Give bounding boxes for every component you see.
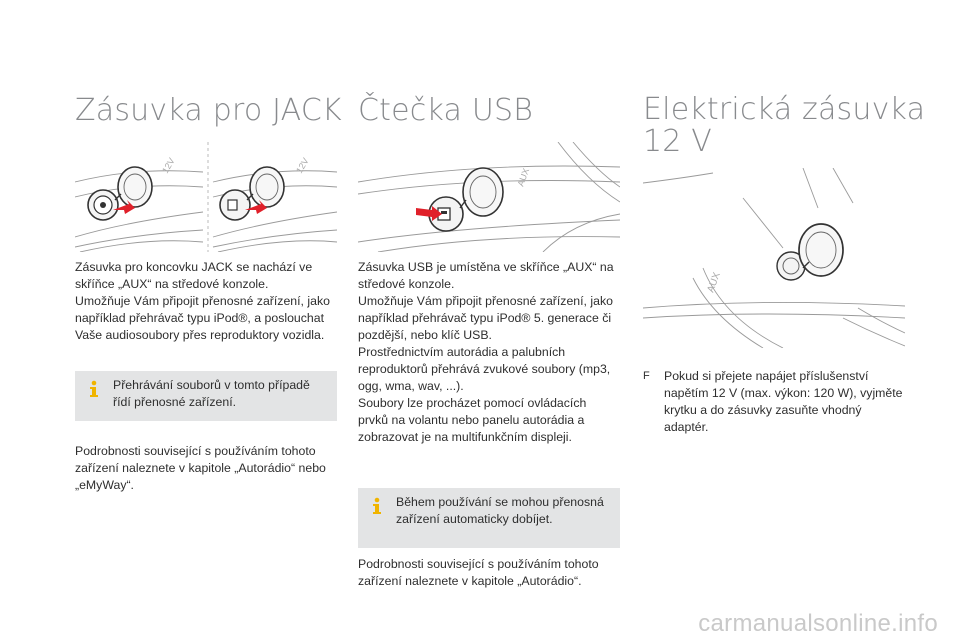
text-line: Umožňuje Vám připojit přenosné zařízení, jako: [75, 294, 330, 308]
text-line: zobrazovat je na multifunkčním displeji.: [358, 430, 572, 444]
illustration-usb: [358, 142, 620, 252]
title-socket: [643, 94, 925, 158]
text-line: krytku a do zásuvky zasuňte vhodný: [664, 403, 862, 417]
note-line: Během používání se mohou přenosná: [396, 495, 604, 509]
text-line: Prostřednictvím autorádia a palubních: [358, 345, 566, 359]
text-line: prvků na volantu nebo panelu autorádia a: [358, 413, 585, 427]
text-line: například přehrávač typu iPod®, a poslouchat: [75, 311, 324, 325]
jack-paragraph-1: [75, 259, 337, 344]
text-line: zařízení naleznete v kapitole „Autorádio“.: [358, 574, 582, 588]
label-aux-socket: AUX: [705, 270, 723, 295]
label-12v-jack-right: 12V: [294, 156, 311, 175]
usb-paragraph-1: [358, 259, 620, 446]
bullet-icon: F: [643, 370, 650, 382]
text-line: ogg, wma, wav, ...).: [358, 379, 464, 393]
title-socket-line: 12 V: [643, 124, 713, 159]
watermark: carmanualsonline.info: [698, 610, 938, 637]
text-line: Podrobnosti související s používáním tohoto: [358, 557, 599, 571]
text-line: reproduktorů přehrává zvukové soubory (mp3,: [358, 362, 611, 376]
note-line: řídí přenosné zařízení.: [113, 395, 237, 409]
illustration-socket: [643, 168, 905, 348]
text-line: Vaše audiosoubory přes reproduktory vozidla.: [75, 328, 325, 342]
text-line: Zásuvka pro koncovku JACK se nachází ve: [75, 260, 313, 274]
label-aux-usb: AUX: [515, 166, 532, 188]
jack-note: [75, 371, 337, 421]
text-line: Pokud si přejete napájet příslušenství: [664, 369, 869, 383]
label-12v-jack-left: 12V: [160, 156, 177, 175]
text-line: Umožňuje Vám připojit přenosné zařízení, jako: [358, 294, 613, 308]
note-line: zařízení automaticky dobíjet.: [396, 512, 553, 526]
title-socket-line: Elektrická zásuvka: [643, 92, 926, 127]
usb-paragraph-2: [358, 556, 620, 590]
text-line: zařízení naleznete v kapitole „Autorádio“ nebo: [75, 461, 326, 475]
title-usb: Čtečka USB: [358, 93, 534, 128]
title-jack: Zásuvka pro JACK: [75, 93, 342, 128]
text-line: Soubory lze procházet pomocí ovládacích: [358, 396, 587, 410]
text-line: skříňce „AUX“ na středové konzole.: [75, 277, 269, 291]
text-line: napětím 12 V (max. výkon: 120 W), vyjměte: [664, 386, 903, 400]
socket-bullet: [643, 368, 905, 436]
text-line: středové konzole.: [358, 277, 455, 291]
text-line: Zásuvka USB je umístěna ve skříňce „AUX“ na: [358, 260, 614, 274]
text-line: pozdější, nebo klíč USB.: [358, 328, 492, 342]
info-icon: [86, 380, 102, 398]
text-line: například přehrávač typu iPod® 5. generace či: [358, 311, 612, 325]
jack-paragraph-2: [75, 443, 337, 494]
text-line: Podrobnosti související s používáním tohoto: [75, 444, 316, 458]
usb-note: [358, 488, 620, 548]
note-line: Přehrávání souborů v tomto případě: [113, 378, 310, 392]
illustration-jack: [75, 142, 337, 252]
text-line: adaptér.: [664, 420, 709, 434]
info-icon: [369, 497, 385, 515]
text-line: „eMyWay“.: [75, 478, 134, 492]
